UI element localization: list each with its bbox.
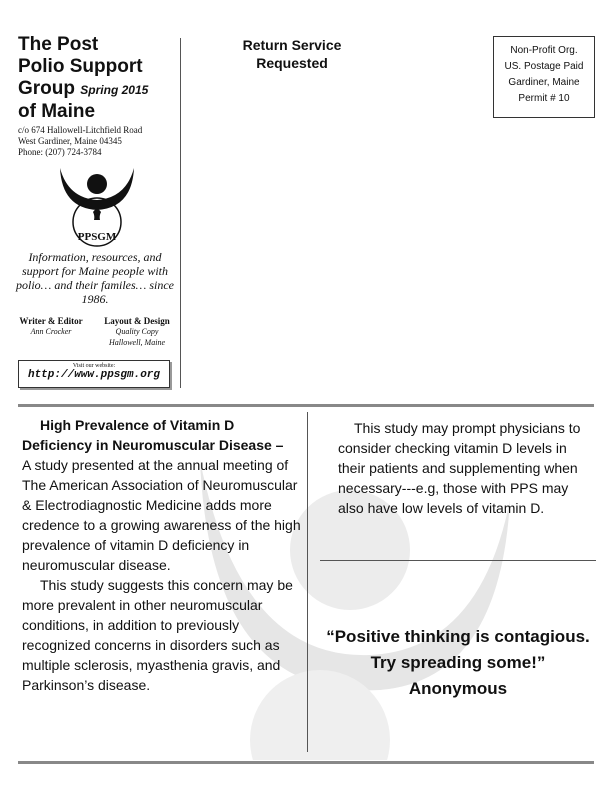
section-divider-bottom bbox=[18, 761, 594, 764]
article-heading-line-2: Deficiency in Neuromuscular Disease – bbox=[22, 437, 284, 453]
quote-attribution: Anonymous bbox=[408, 679, 508, 698]
website-box bbox=[18, 360, 170, 388]
website-link[interactable]: http://www.ppsgm.org bbox=[27, 369, 161, 381]
article-continued bbox=[338, 418, 588, 518]
section-divider-top bbox=[18, 404, 594, 407]
writer-credit bbox=[16, 316, 86, 337]
column-divider bbox=[307, 412, 308, 752]
newsletter-title bbox=[18, 34, 178, 123]
vitamin-d-article bbox=[22, 415, 304, 695]
phone-number: Phone: (207) 724-3784 bbox=[18, 147, 102, 157]
article-paragraph: A study presented at the annual meeting of The American Association of Neuromuscular & Electrodiagnostic Medicine adds more credence to a growing awareness of the high prevalence of vitamin D deficiency in neuromuscular disease. bbox=[22, 457, 301, 573]
title-group: Group bbox=[18, 78, 75, 99]
postage-line: Non-Profit Org. bbox=[510, 45, 578, 56]
title-line-3 bbox=[18, 78, 178, 101]
layout-credit bbox=[98, 316, 176, 348]
writer-heading: Writer & Editor bbox=[19, 316, 83, 326]
pull-quote bbox=[322, 624, 594, 702]
address-line-1: c/o 674 Hallowell-Litchfield Road bbox=[18, 125, 143, 135]
postage-line: US. Postage Paid bbox=[504, 61, 584, 72]
quote-line-1: “Positive thinking is contagious. bbox=[326, 627, 590, 646]
address-line-2: West Gardiner, Maine 04345 bbox=[18, 136, 122, 146]
postage-line: Gardiner, Maine bbox=[508, 77, 580, 88]
return-service-notice: Return Service Requested bbox=[242, 37, 342, 71]
layout-line-1: Quality Copy bbox=[115, 327, 159, 336]
mailing-address bbox=[18, 125, 178, 158]
title-line-4: of Maine bbox=[18, 101, 96, 122]
right-column-divider bbox=[320, 560, 596, 561]
masthead-divider bbox=[180, 38, 181, 388]
layout-line-2: Hallowell, Maine bbox=[109, 338, 165, 347]
article-heading-line-1: High Prevalence of Vitamin D bbox=[40, 417, 235, 433]
website-label: Visit our website: bbox=[72, 363, 116, 369]
tagline: Information, resources, and support for Maine people with polio… and their familes… since 1986. bbox=[16, 250, 174, 306]
logo-text: PPSGM bbox=[77, 231, 117, 243]
title-line-2: Polio Support bbox=[18, 56, 143, 77]
postage-line: Permit # 10 bbox=[518, 93, 570, 104]
title-line-1: The Post bbox=[18, 34, 99, 55]
quote-line-2: Try spreading some!” bbox=[370, 653, 546, 672]
article-paragraph: This study may prompt physicians to consider checking vitamin D levels in their patients and supplementing when necessary---e.g, those with PPS may also have low levels of vitamin D. bbox=[338, 420, 581, 516]
layout-heading: Layout & Design bbox=[104, 316, 170, 326]
writer-name: Ann Crocker bbox=[30, 327, 72, 336]
article-paragraph: This study suggests this concern may be more prevalent in other neuromuscular conditions, in addition to previously recognized concerns in disorders such as multiple sclerosis, myasthenia gravis, and Parkinson’s disease. bbox=[22, 577, 293, 693]
postage-indicia bbox=[493, 36, 595, 118]
issue-season: Spring 2015 bbox=[80, 83, 149, 97]
ppsgm-logo bbox=[52, 160, 142, 250]
